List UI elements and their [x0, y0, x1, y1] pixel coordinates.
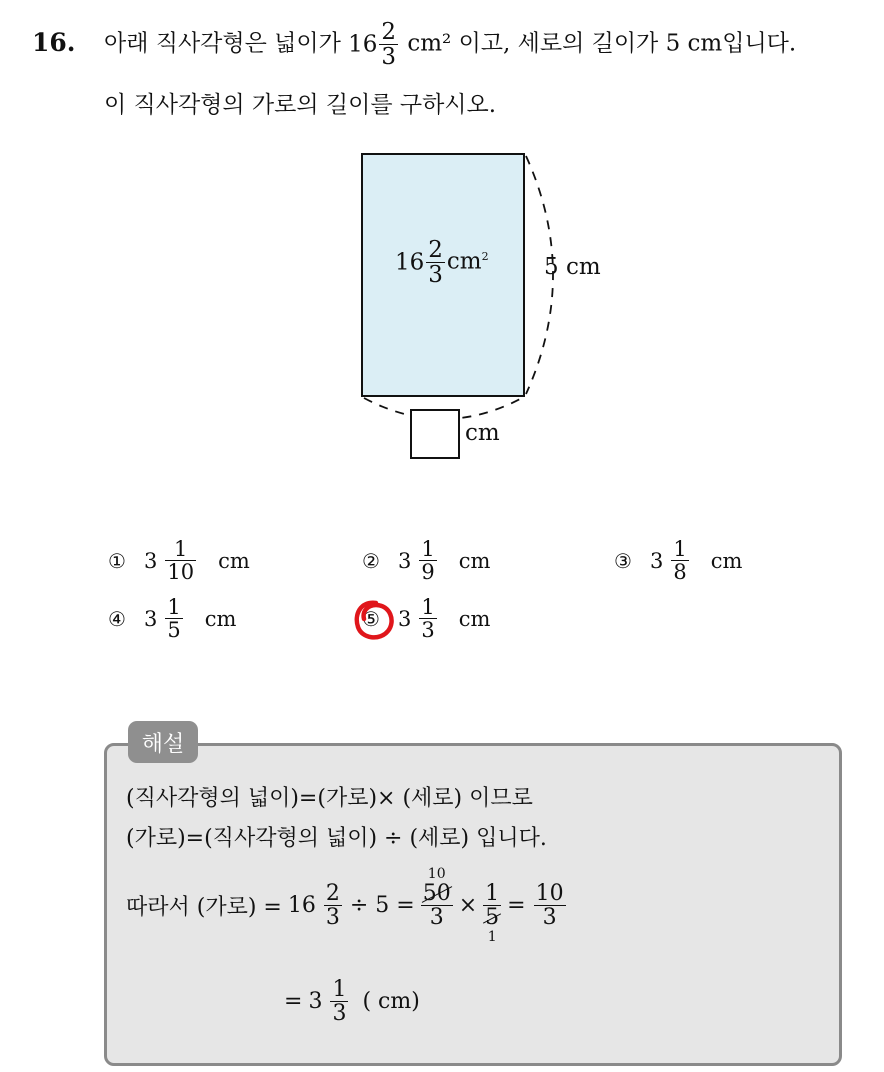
solution-line-1: (직사각형의 넓이)=(가로)× (세로) 이므로 — [126, 786, 533, 811]
answer-circle-mark — [350, 597, 400, 645]
area-unit: cm² — [407, 30, 452, 57]
answer-blank-box — [411, 410, 459, 458]
solution-line-4: = 3 $\frac{1}{3}$ ( cm) — [284, 977, 420, 1027]
question-text-part2: 이고, 세로의 길이가 — [458, 30, 659, 57]
figure-area-label: 16 $\frac{2}{3}$ $cm^2$ — [395, 237, 489, 289]
choice-5[interactable]: ⑤ 3 $\frac{1}{3}$ cm — [362, 595, 491, 643]
area-whole: 16 — [348, 31, 378, 58]
choice-2[interactable]: ② 3 $\frac{1}{9}$ cm — [362, 537, 491, 585]
solution-line-2: (가로)=(직사각형의 넓이) ÷ (세로) 입니다. — [126, 826, 547, 851]
question-text-part1: 아래 직사각형은 넓이가 — [104, 30, 341, 57]
choice-1[interactable]: ① 3 $\frac{1}{10}$ cm — [108, 537, 250, 585]
solution-tag: 해설 — [128, 721, 198, 763]
area-fraction: $\frac{2}{3}$ — [381, 19, 397, 71]
figure-blank-unit: cm — [465, 420, 500, 446]
cancelled-fraction: 10 $\frac{50}{3}$ — [422, 866, 451, 931]
choice-4[interactable]: ④ 3 $\frac{1}{5}$ cm — [108, 595, 237, 643]
question-line-2: 이 직사각형의 가로의 길이를 구하시오. — [104, 92, 497, 118]
question-number: 16. — [32, 28, 76, 57]
solution-line-3: 따라서 (가로) = 16 $\frac{2}{3}$ ÷ 5 = 10 $\frac{50}{3}$ × $\frac{1}{5}$ 1 = $\frac{10}{3}$ — [126, 866, 564, 946]
figure-side-label: 5 cm — [544, 254, 601, 280]
reciprocal-fraction: $\frac{1}{5}$ 1 — [485, 881, 500, 946]
question-line-1 — [104, 20, 796, 69]
choice-3[interactable]: ③ 3 $\frac{1}{8}$ cm — [614, 537, 743, 585]
question-text-part3: 입니다. — [722, 30, 797, 57]
height-value: 5 cm — [665, 30, 723, 57]
